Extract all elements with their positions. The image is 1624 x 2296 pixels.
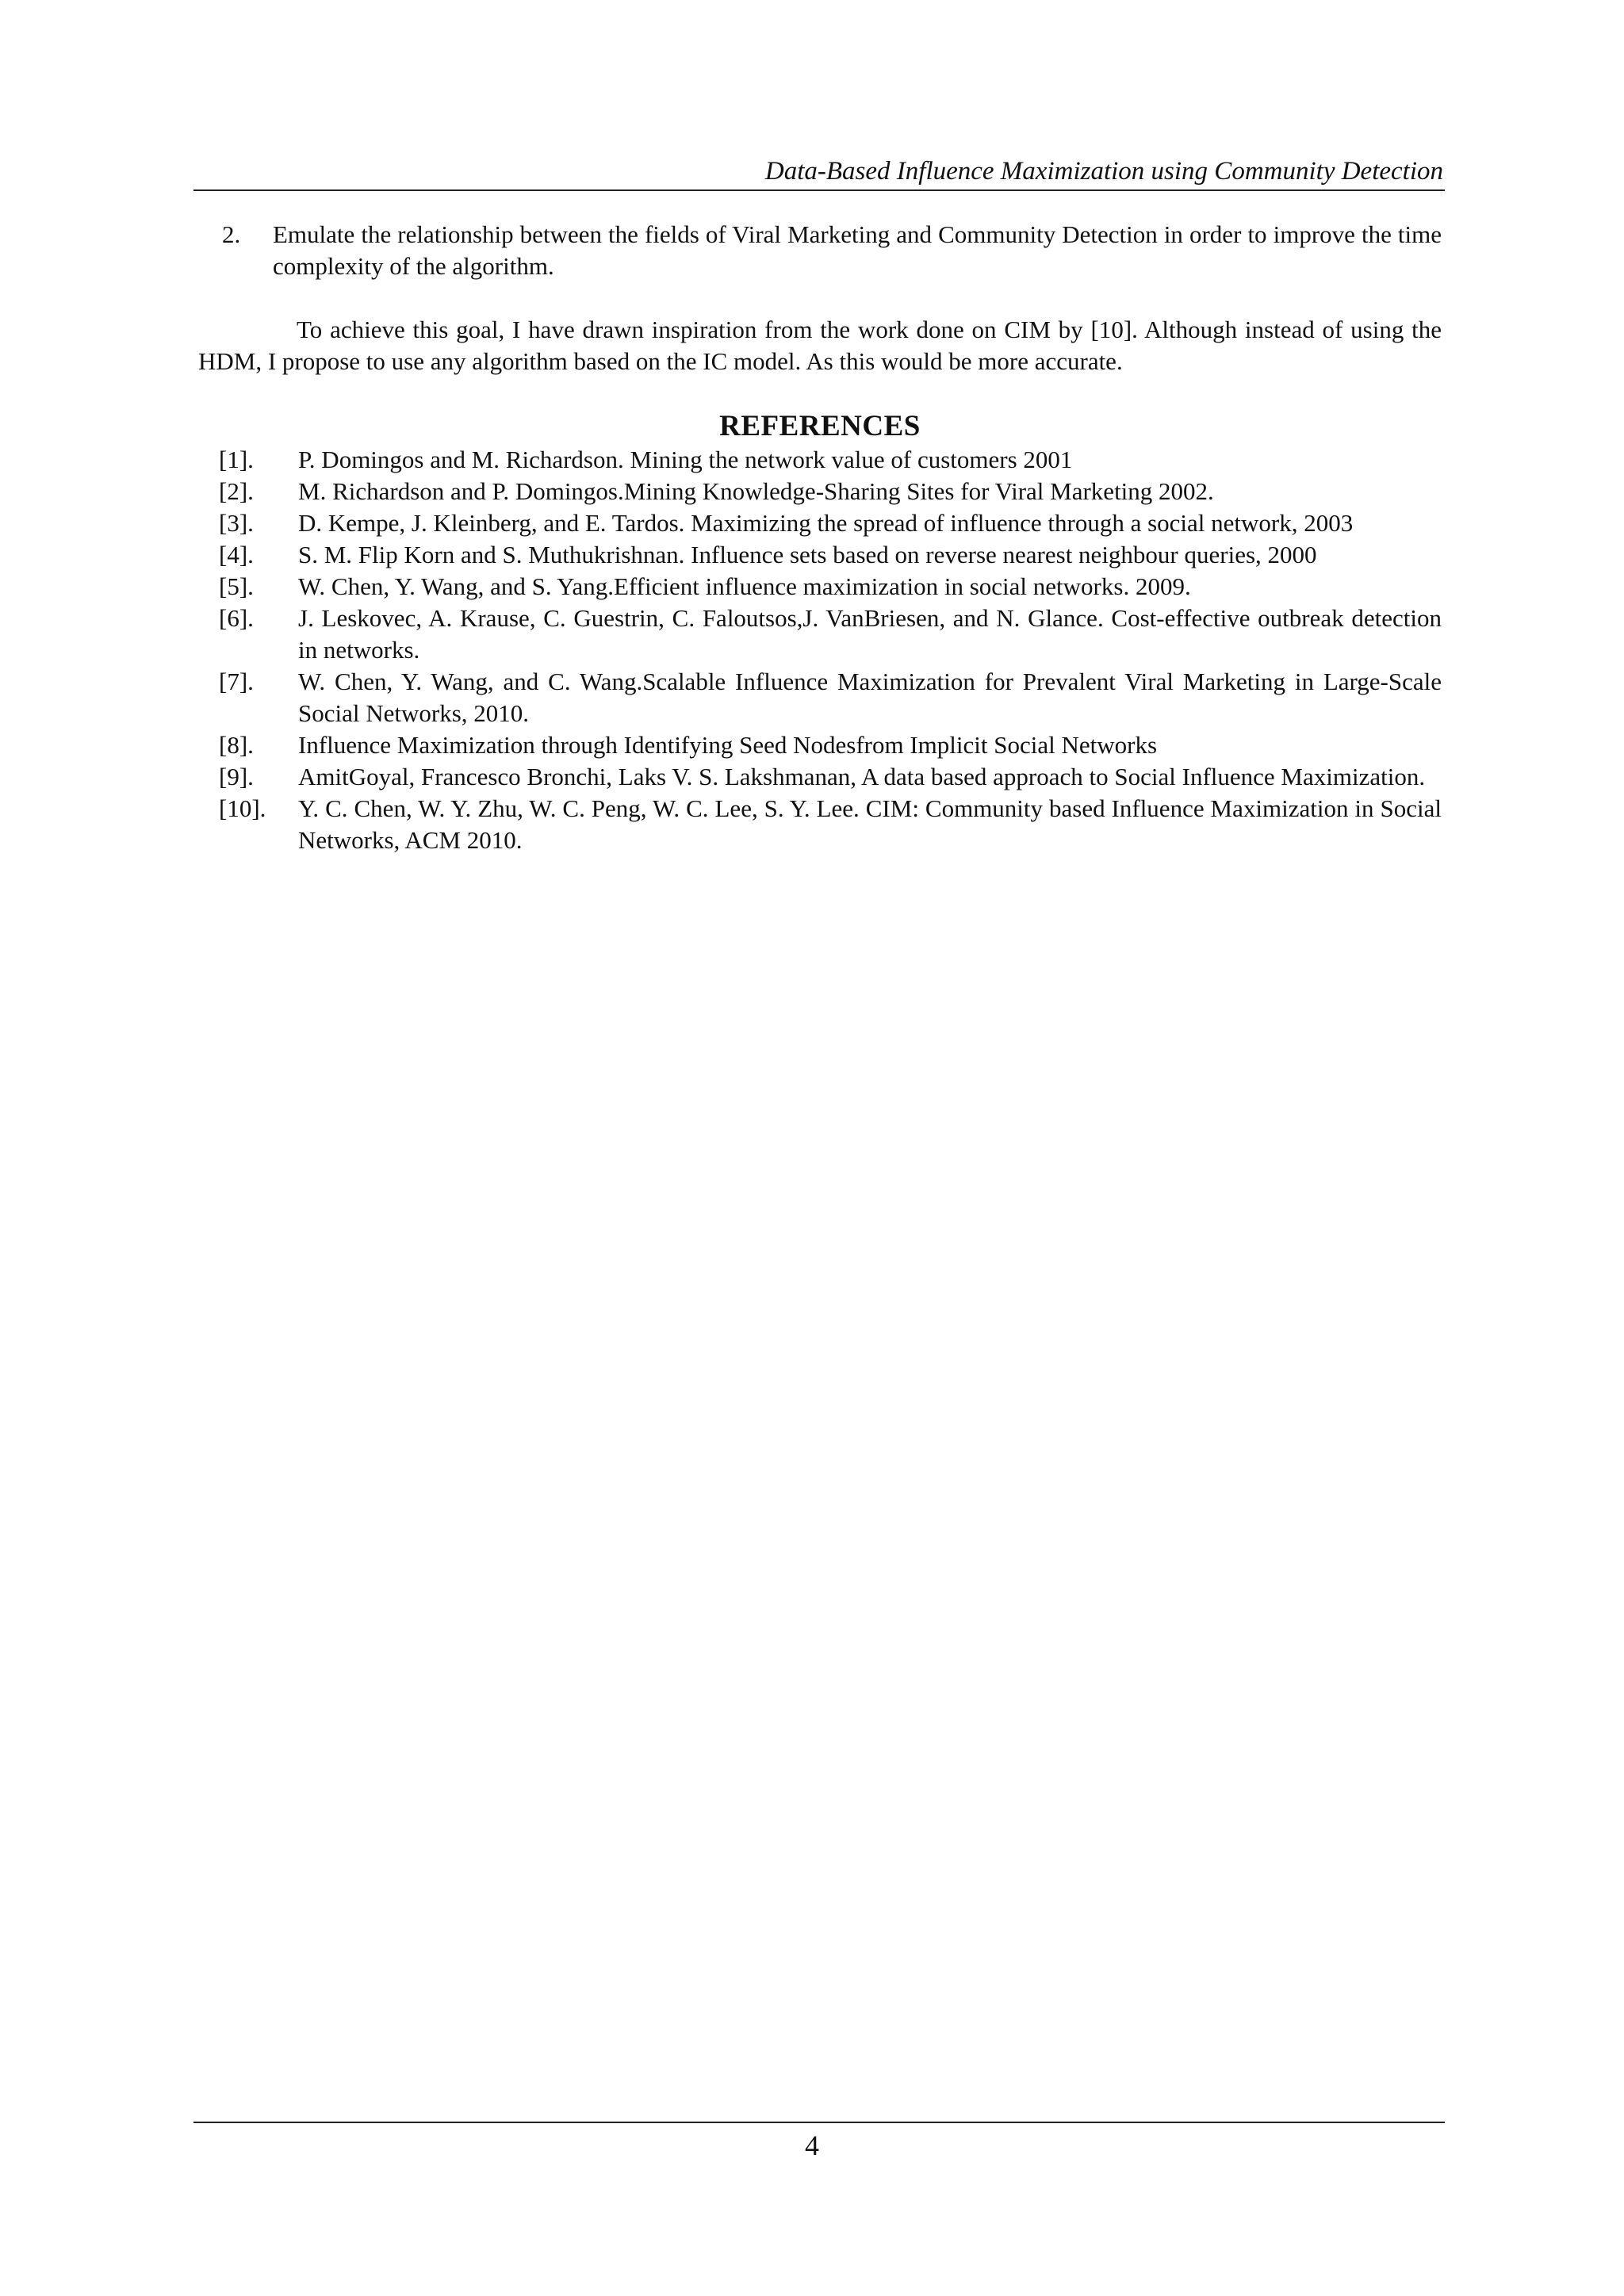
- reference-text: P. Domingos and M. Richardson. Mining the network value of customers 2001: [298, 446, 1073, 473]
- reference-item: [219, 571, 1442, 603]
- reference-item: [219, 539, 1442, 571]
- running-header: Data-Based Influence Maximization using Community Detection: [764, 157, 1443, 186]
- reference-text: S. M. Flip Korn and S. Muthukrishnan. Influence sets based on reverse nearest neighbour queries, 2000: [298, 541, 1317, 568]
- reference-text: W. Chen, Y. Wang, and C. Wang.Scalable Influence Maximization for Prevalent Viral Marketing in Large-Scale Social Networks, 2010.: [298, 668, 1442, 727]
- reference-text: Y. C. Chen, W. Y. Zhu, W. C. Peng, W. C. Lee, S. Y. Lee. CIM: Community based Influence Maximization in Social Networks, ACM 2010.: [298, 794, 1442, 854]
- reference-item: [219, 476, 1442, 507]
- references-heading: REFERENCES: [719, 410, 921, 442]
- header-rule: [193, 189, 1445, 191]
- reference-item: [219, 444, 1442, 476]
- reference-number: [2].: [219, 477, 254, 505]
- reference-number: [10].: [219, 794, 266, 822]
- body-paragraph: To achieve this goal, I have drawn inspiration from the work done on CIM by [10]. Although instead of using the HDM, I propose to use any algorithm based on the IC model. As this would be more accurate.: [198, 316, 1442, 375]
- reference-list: [198, 444, 1442, 856]
- reference-item: [219, 507, 1442, 539]
- reference-number: [6].: [219, 604, 254, 632]
- reference-number: [1].: [219, 446, 254, 473]
- reference-text: AmitGoyal, Francesco Bronchi, Laks V. S. Lakshmanan, A data based approach to Social Influence Maximization.: [298, 763, 1426, 790]
- reference-item: [219, 666, 1442, 729]
- reference-item: [219, 793, 1442, 856]
- reference-number: [4].: [219, 541, 254, 568]
- reference-number: [9].: [219, 763, 254, 790]
- reference-number: [7].: [219, 668, 254, 695]
- reference-item: [219, 729, 1442, 761]
- reference-number: [8].: [219, 731, 254, 759]
- reference-text: D. Kempe, J. Kleinberg, and E. Tardos. Maximizing the spread of influence through a social network, 2003: [298, 509, 1354, 537]
- reference-text: Influence Maximization through Identifying Seed Nodesfrom Implicit Social Networks: [298, 731, 1158, 759]
- list-item-number: 2.: [222, 220, 241, 248]
- page-number: 4: [805, 2130, 819, 2161]
- reference-item: [219, 761, 1442, 793]
- reference-text: J. Leskovec, A. Krause, C. Guestrin, C. Faloutsos,J. VanBriesen, and N. Glance. Cost-effective outbreak detection in networks.: [298, 604, 1442, 664]
- page-content: [198, 219, 1442, 856]
- footer-rule: [193, 2122, 1445, 2123]
- list-item-text: Emulate the relationship between the fields of Viral Marketing and Community Detection in order to improve the time complexity of the algorithm.: [273, 220, 1442, 280]
- reference-text: M. Richardson and P. Domingos.Mining Knowledge-Sharing Sites for Viral Marketing 2002.: [298, 477, 1214, 505]
- reference-item: [219, 603, 1442, 666]
- reference-number: [5].: [219, 572, 254, 600]
- reference-text: W. Chen, Y. Wang, and S. Yang.Efficient influence maximization in social networks. 2009.: [298, 572, 1191, 600]
- numbered-list-item: [222, 219, 1442, 282]
- reference-number: [3].: [219, 509, 254, 537]
